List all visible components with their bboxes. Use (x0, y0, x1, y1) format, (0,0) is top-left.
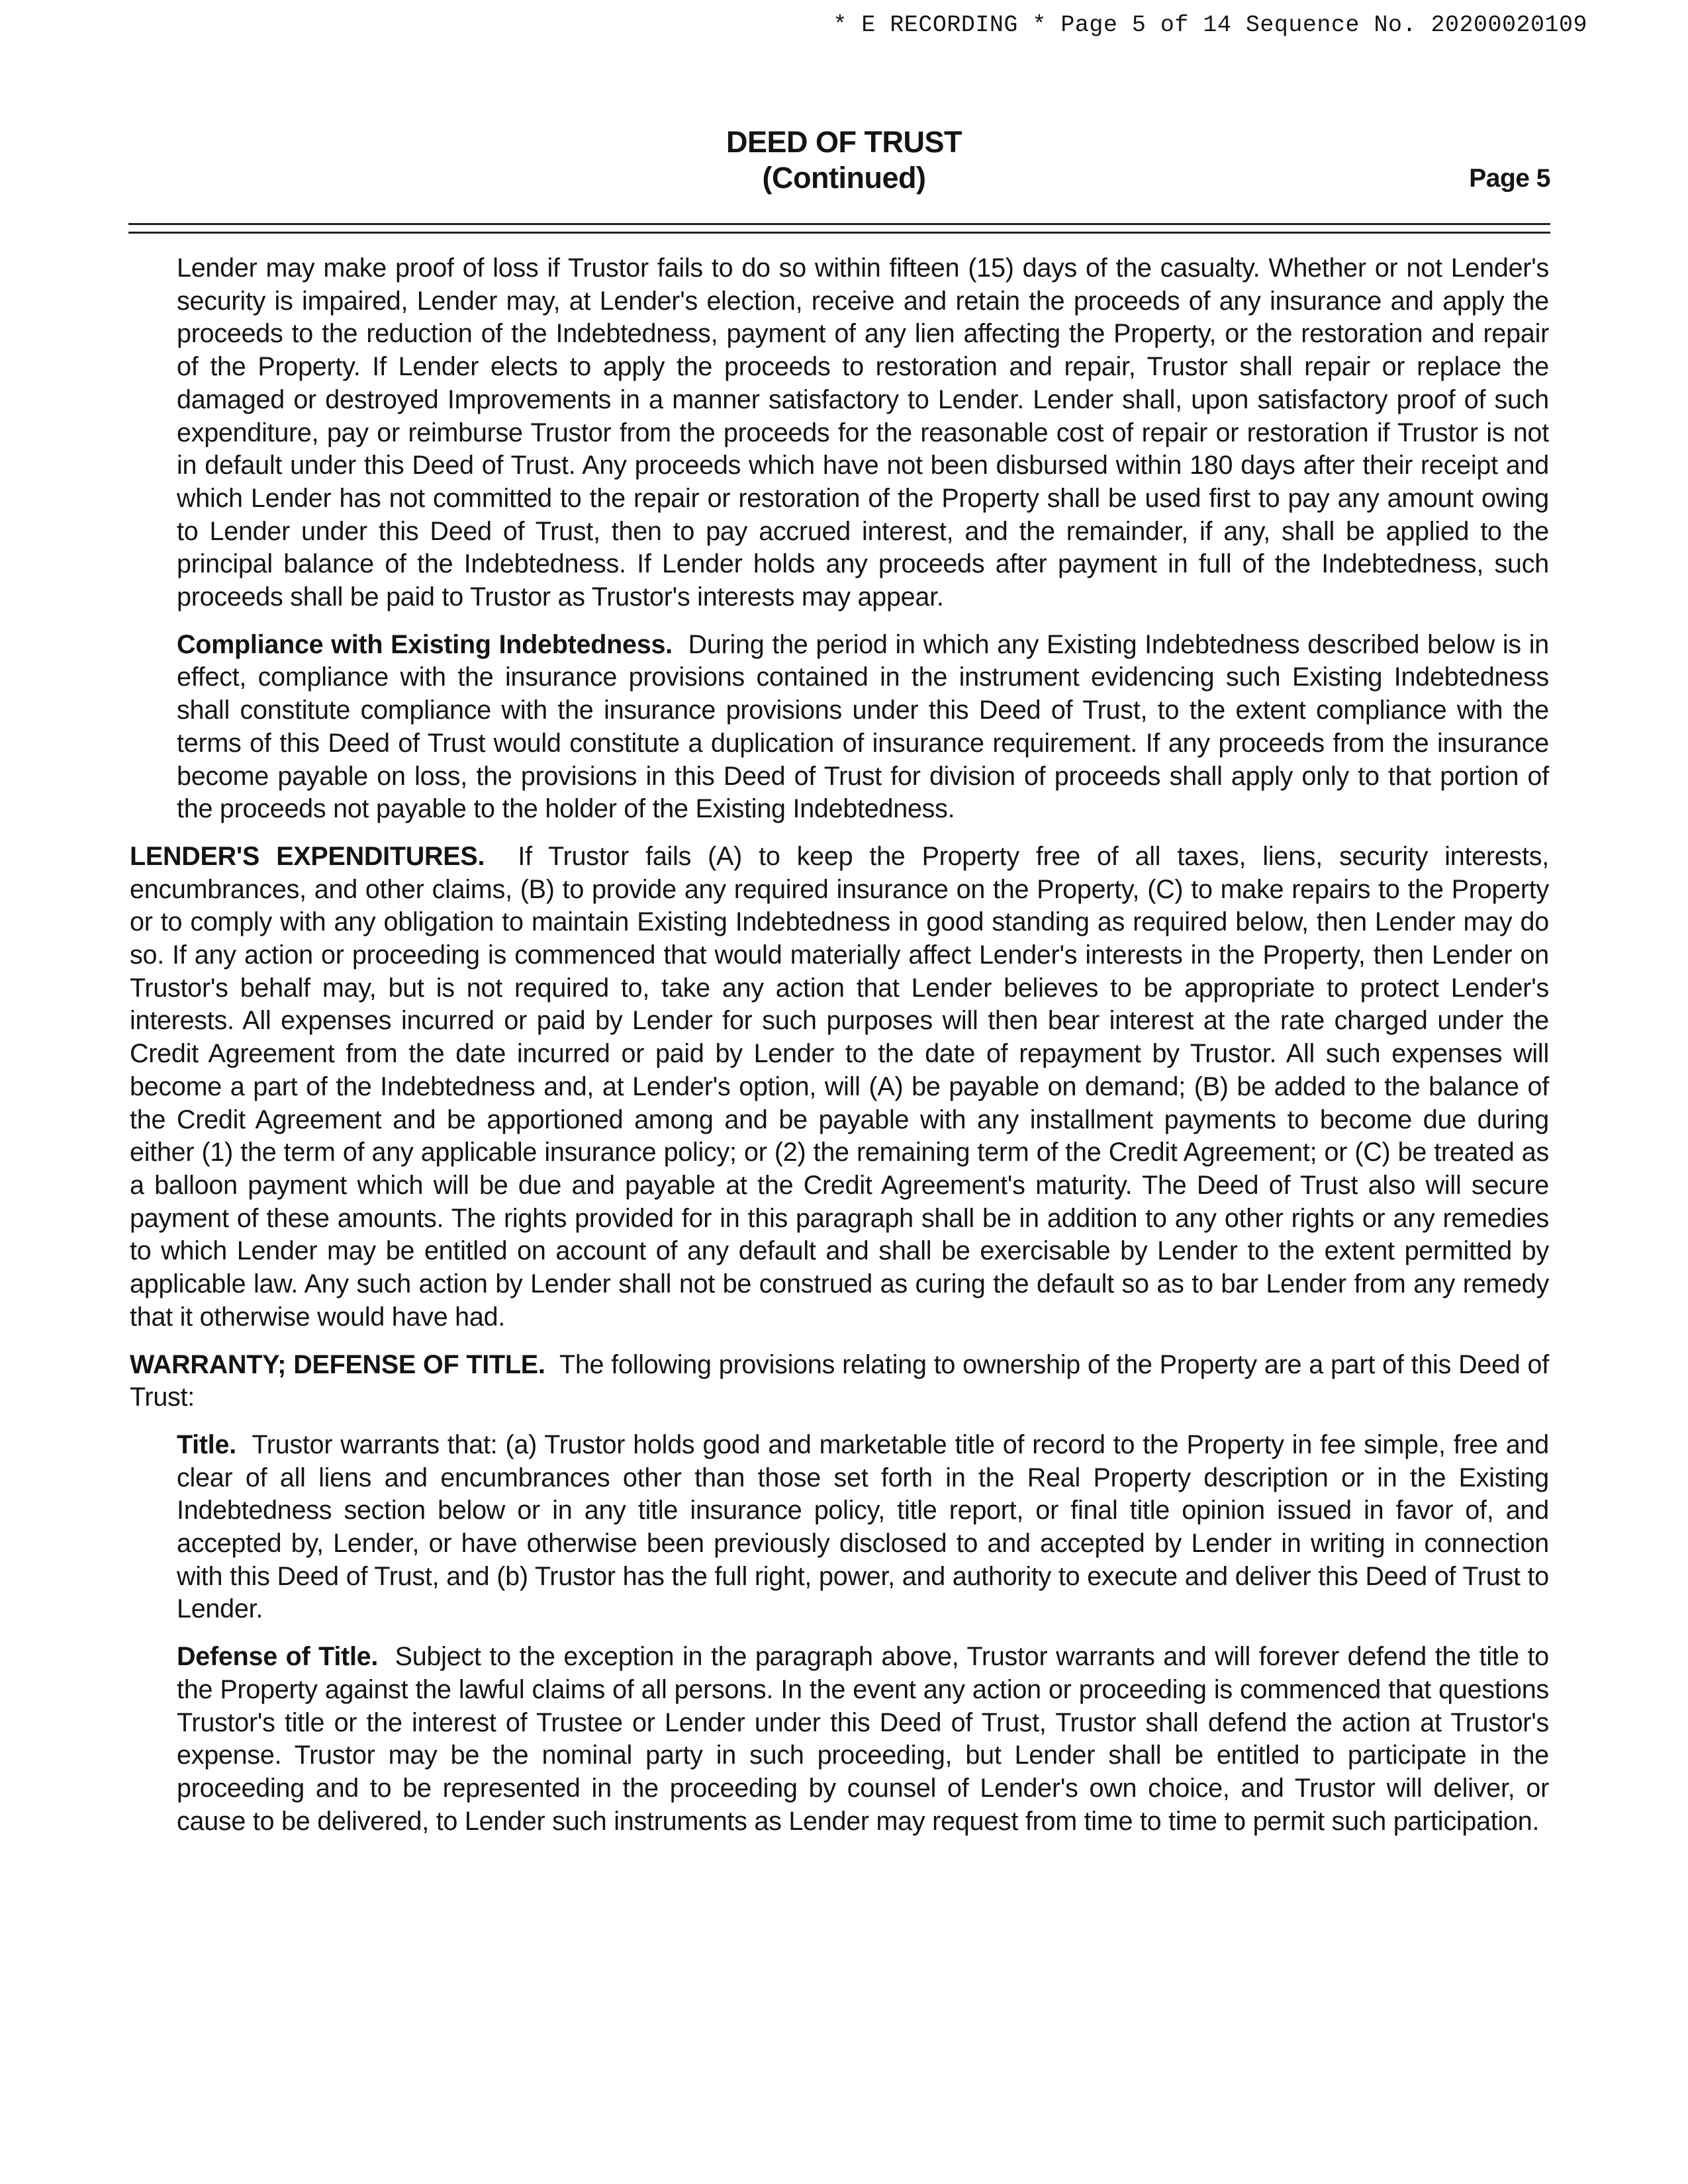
header-divider-bottom (128, 232, 1550, 234)
document-body (130, 252, 1549, 1852)
page-number: Page 5 (1469, 164, 1550, 193)
title-line: DEED OF TRUST (726, 125, 962, 159)
paragraph-text: Lender may make proof of loss if Trustor fails to do so within fifteen (15) days of the casualty. Whether or not Lender's security is impaired, Lender may, at Lender's election, receive and retain the proceeds of any insurance and apply the proceeds to the reduction of the Indebtedness, payment of any lien affecting the Property, or the restoration and repair of the Property. If Lender elects to apply the proceeds to restoration and repair, Trustor shall repair or replace the damaged or destroyed Improvements in a manner satisfactory to Lender. Lender shall, upon satisfactory proof of such expenditure, pay or reimburse Trustor from the proceeds for the reasonable cost of repair or restoration if Trustor is not in default under this Deed of Trust. Any proceeds which have not been disbursed within 180 days after their receipt and which Lender has not committed to the repair or restoration of the Property shall be used first to pay any amount owing to Lender under this Deed of Trust, then to pay accrued interest, and the remainder, if any, shall be applied to the principal balance of the Indebtedness. If Lender holds any proceeds after payment in full of the Indebtedness, such proceeds shall be paid to Trustor as Trustor's interests may appear. (177, 253, 1549, 612)
subtitle-line: (Continued) (762, 161, 926, 195)
section-heading: LENDER'S EXPENDITURES. (130, 841, 485, 871)
paragraph-text: Trustor warrants that: (a) Trustor holds good and marketable title of record to the Property in fee simple, free and clear of all liens and encumbrances other than those set forth in the Real Property description or in the Existing Indebtedness section below or in any title insurance policy, title report, or final title opinion issued in favor of, and accepted by, Lender, or have otherwise been previously disclosed to and accepted by Lender in writing in connection with this Deed of Trust, and (b) Trustor has the full right, power, and authority to execute and deliver this Deed of Trust to Lender. (177, 1430, 1549, 1624)
paragraph-lenders-expenditures (130, 841, 1549, 1334)
paragraph-insurance-proceeds (177, 252, 1549, 614)
document-title (0, 124, 1688, 196)
paragraph-compliance-existing-indebtedness (177, 629, 1549, 826)
paragraph-title (177, 1429, 1549, 1626)
recording-header: * E RECORDING * Page 5 of 14 Sequence No. 20200020109 (833, 12, 1587, 38)
paragraph-heading: Defense of Title. (177, 1642, 379, 1672)
paragraph-text: The following provisions relating to ownership of the Property are a part of this Deed of Trust: (130, 1349, 1549, 1412)
paragraph-text: Subject to the exception in the paragraph above, Trustor warrants and will forever defend the title to the Property against the lawful claims of all persons. In the event any action or proceeding is commenced that questions Trustor's title or the interest of Trustee or Lender under this Deed of Trust, Trustor shall defend the action at Trustor's expense. Trustor may be the nominal party in such proceeding, but Lender shall be entitled to participate in the proceeding and to be represented in the proceeding by counsel of Lender's own choice, and Trustor will deliver, or cause to be delivered, to Lender such instruments as Lender may request from time to time to permit such participation. (177, 1642, 1550, 1836)
paragraph-heading: Title. (177, 1430, 236, 1459)
paragraph-defense-of-title (177, 1641, 1549, 1838)
paragraph-text: During the period in which any Existing Indebtedness described below is in effect, compliance with the insurance provisions contained in the instrument evidencing such Existing Indebtedness shall constitute compliance with the insurance provisions under this Deed of Trust, to the extent compliance with the terms of this Deed of Trust would constitute a duplication of insurance requirement. If any proceeds from the insurance become payable on loss, the provisions in this Deed of Trust for division of proceeds shall apply only to that portion of the proceeds not payable to the holder of the Existing Indebtedness. (177, 629, 1550, 824)
paragraph-warranty-defense-of-title (130, 1349, 1549, 1414)
section-heading: WARRANTY; DEFENSE OF TITLE. (130, 1349, 545, 1379)
header-divider-top (128, 223, 1550, 225)
paragraph-text: If Trustor fails (A) to keep the Property free of all taxes, liens, security interests, encumbrances, and other claims, (B) to provide any required insurance on the Property, (C) to make repairs to the Property or to comply with any obligation to maintain Existing Indebtedness in good standing as required below, then Lender may do so. If any action or proceeding is commenced that would materially affect Lender's interests in the Property, then Lender on Trustor's behalf may, but is not required to, take any action that Lender believes to be appropriate to protect Lender's interests. All expenses incurred or paid by Lender for such purposes will then bear interest at the rate charged under the Credit Agreement from the date incurred or paid by Lender to the date of repayment by Trustor. All such expenses will become a part of the Indebtedness and, at Lender's option, will (A) be payable on demand; (B) be added to the balance of the Credit Agreement and be apportioned among and be payable with any installment payments to become due during either (1) the term of any applicable insurance policy; or (2) the remaining term of the Credit Agreement; or (C) be treated as a balloon payment which will be due and payable at the Credit Agreement's maturity. The Deed of Trust also will secure payment of these amounts. The rights provided for in this paragraph shall be in addition to any other rights or any remedies to which Lender may be entitled on account of any default and shall be exercisable by Lender to the extent permitted by applicable law. Any such action by Lender shall not be construed as curing the default so as to bar Lender from any remedy that it otherwise would have had. (130, 841, 1550, 1332)
paragraph-heading: Compliance with Existing Indebtedness. (177, 629, 673, 659)
